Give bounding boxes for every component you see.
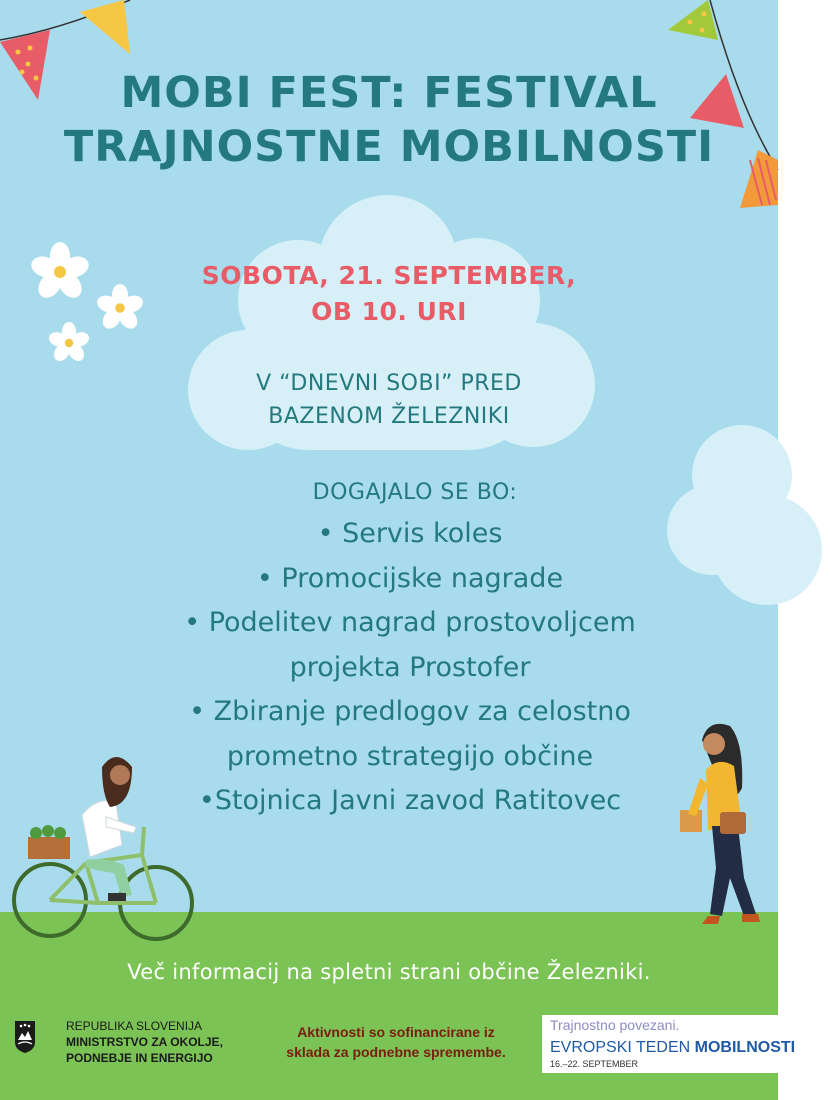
mobility-week-logo (542, 1015, 796, 1073)
cofunding-note (262, 1022, 530, 1062)
date-line-2: OB 10. URI (311, 297, 467, 326)
event-date (0, 258, 778, 330)
title-line-1: MOBI FEST: FESTIVAL (120, 68, 658, 118)
slovenia-coat-of-arms-icon (14, 1020, 36, 1054)
cofund-line-2: sklada za podnebne spremembe. (286, 1044, 506, 1060)
venue-line-2: BAZENOM ŽELEZNIKI (268, 404, 510, 429)
list-item: • Promocijske nagrade (256, 562, 564, 594)
mobility-week-name-b: MOBILNOSTI (694, 1039, 796, 1056)
list-item: projekta Prostofer (289, 651, 531, 683)
mobility-week-name (550, 1039, 795, 1057)
more-info-text: Več informacij na spletni strani občine Železniki. (127, 960, 651, 984)
activities-list (110, 512, 710, 824)
mobility-week-dates: 16.–22. SEPTEMBER (550, 1059, 639, 1069)
gov-text (66, 1018, 223, 1066)
date-line-1: SOBOTA, 21. SEPTEMBER, (201, 261, 577, 290)
list-item: •Stojnica Javni zavod Ratitovec (198, 785, 622, 816)
happenings-label: DOGAJALO SE BO: (312, 480, 518, 505)
venue-line-1: V “DNEVNI SOBI” PRED (256, 371, 522, 396)
list-item: • Zbiranje predlogov za celostno (189, 696, 631, 727)
gov-country: REPUBLIKA SLOVENIJA (66, 1019, 203, 1033)
cyclist-woman-icon (6, 745, 196, 950)
title-line-2: TRAJNOSTNE MOBILNOSTI (63, 122, 715, 172)
list-item: prometno strategijo občine (226, 740, 594, 772)
walking-woman-icon (672, 718, 772, 933)
gov-logo-block (14, 1018, 254, 1078)
list-item: • Servis koles (317, 518, 503, 549)
gov-ministry-line-2: PODNEBJE IN ENERGIJO (66, 1051, 213, 1065)
event-venue (0, 367, 778, 433)
page-title (0, 66, 778, 174)
cofund-line-1: Aktivnosti so sofinancirane iz (297, 1024, 495, 1040)
mobility-week-name-a: EVROPSKI TEDEN (550, 1039, 695, 1056)
mobility-week-tagline: Trajnostno povezani. (550, 1017, 680, 1033)
gov-ministry-line-1: MINISTRSTVO ZA OKOLJE, (66, 1035, 223, 1049)
list-item: • Podelitev nagrad prostovoljcem (184, 607, 636, 638)
